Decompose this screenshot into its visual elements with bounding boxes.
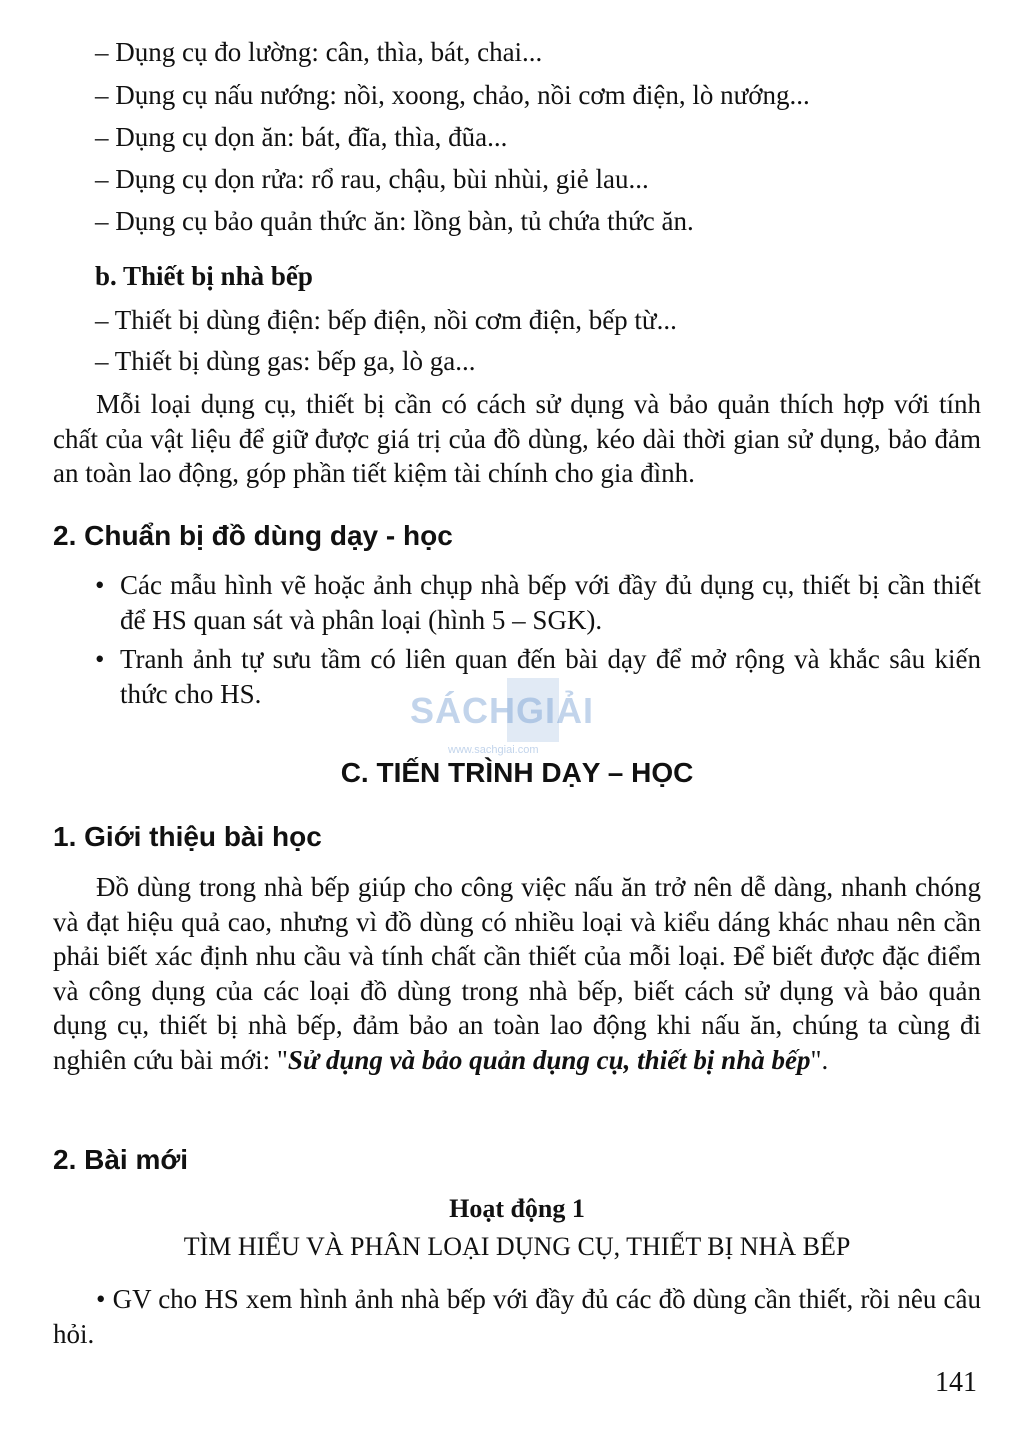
new-lesson-heading: 2. Bài mới xyxy=(53,1144,189,1175)
intro-paragraph-end: ". xyxy=(810,1044,829,1075)
prep-bullet-1-text: Các mẫu hình vẽ hoặc ảnh chụp nhà bếp với đầy đủ dụng cụ, thiết bị cần thiết để HS quan sát và phân loại (hình 5 – SGK). xyxy=(120,570,981,635)
section-c-heading: C. TIẾN TRÌNH DẠY – HỌC xyxy=(340,757,694,788)
lesson-title-emphasis: Sử dụng và bảo quản dụng cụ, thiết bị nhà bếp xyxy=(287,1044,811,1075)
tools-item-storage: – Dụng cụ bảo quản thức ăn: lồng bàn, tủ chứa thức ăn. xyxy=(95,206,694,236)
intro-heading: 1. Giới thiệu bài học xyxy=(53,821,322,852)
page-number: 141 xyxy=(935,1367,977,1398)
intro-paragraph-text: Đồ dùng trong nhà bếp giúp cho công việc nấu ăn trở nên dễ dàng, nhanh chóng và đạt hiệu quả cao, nhưng vì đồ dùng có nhiều loại và kiểu dáng khác nhau nên cần phải biết xác định nhu cầu và tính chất cần thiết của mỗi loại. Để biết được đặc điểm và công dụng của các loại đồ dùng trong nhà bếp, biết cách sử dụng và bảo quản dụng cụ, thiết bị nhà bếp, đảm bảo an toàn lao động khi nấu ăn, chúng ta cùng đi nghiên cứu bài mới: " xyxy=(53,872,981,1075)
section-b-heading: b. Thiết bị nhà bếp xyxy=(95,261,313,291)
watermark-url: www.sachgiai.com xyxy=(448,744,539,756)
prep-bullet-2-text: Tranh ảnh tự sưu tầm có liên quan đến bài dạy để mở rộng và khắc sâu kiến thức cho HS. xyxy=(120,644,981,709)
activity-paragraph: • GV cho HS xem hình ảnh nhà bếp với đầy đủ các đồ dùng cần thiết, rồi nêu câu hỏi. xyxy=(53,1284,981,1349)
intro-paragraph xyxy=(53,870,981,1077)
bullet-dot: • xyxy=(95,644,105,674)
bullet-dot: • xyxy=(95,570,105,600)
tools-item-cooking: – Dụng cụ nấu nướng: nồi, xoong, chảo, nồi cơm điện, lò nướng... xyxy=(95,80,810,110)
watermark-text: SÁCHGIẢI xyxy=(410,690,595,731)
equipment-paragraph: Mỗi loại dụng cụ, thiết bị cần có cách sử dụng và bảo quản thích hợp với tính chất của vật liệu để giữ được giá trị của đồ dùng, kéo dài thời gian sử dụng, bảo đảm an toàn lao động, góp phần tiết kiệm tài chính cho gia đình. xyxy=(53,389,981,488)
prep-heading: 2. Chuẩn bị đồ dùng dạy - học xyxy=(53,520,453,551)
tools-item-measuring: – Dụng cụ đo lường: cân, thìa, bát, chai... xyxy=(95,37,543,67)
equipment-item-electric: – Thiết bị dùng điện: bếp điện, nồi cơm điện, bếp từ... xyxy=(95,305,677,335)
activity-title: Hoạt động 1 xyxy=(449,1194,585,1223)
sachgiai-watermark xyxy=(410,676,620,756)
activity-subtitle: TÌM HIỂU VÀ PHÂN LOẠI DỤNG CỤ, THIẾT BỊ NHÀ BẾP xyxy=(183,1232,851,1261)
tools-item-serving: – Dụng cụ dọn ăn: bát, đĩa, thìa, đũa... xyxy=(95,122,508,152)
equipment-item-gas: – Thiết bị dùng gas: bếp ga, lò ga... xyxy=(95,346,476,376)
prep-bullet-1 xyxy=(95,568,981,638)
tools-item-cleaning: – Dụng cụ dọn rửa: rổ rau, chậu, bùi nhùi, giẻ lau... xyxy=(95,164,649,194)
